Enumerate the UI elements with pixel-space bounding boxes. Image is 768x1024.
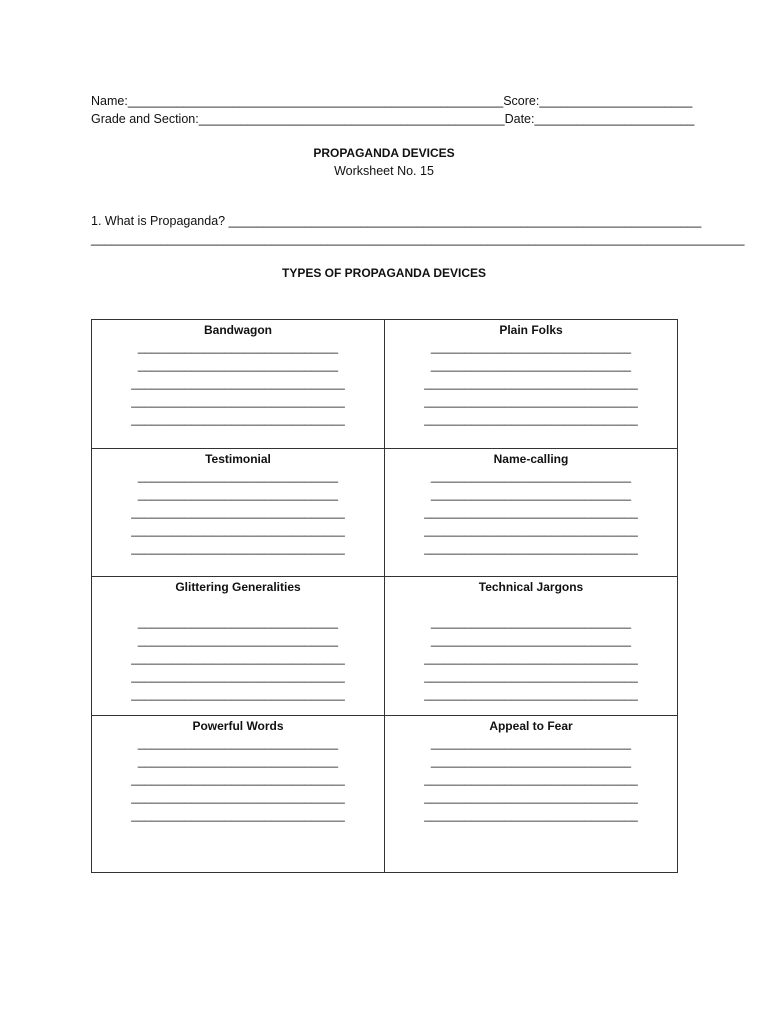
cell-title: Name-calling: [493, 452, 569, 466]
cell-title: Appeal to Fear: [489, 719, 573, 733]
answer-line: ________________________________: [424, 808, 638, 822]
answer-line: ________________________________: [424, 412, 638, 426]
cell-title: Plain Folks: [499, 323, 563, 337]
cell-title: Technical Jargons: [478, 580, 584, 594]
answer-line: ______________________________: [430, 633, 632, 647]
cell-glittering-generalities: [92, 577, 385, 716]
table-row: [92, 449, 678, 577]
cell-title: Powerful Words: [192, 719, 284, 733]
table-row: [92, 716, 678, 873]
cell-appeal-to-fear: [385, 716, 678, 873]
answer-line: ______________________________: [430, 487, 632, 501]
name-score-line: Name:______________________________________________________Score:______________________: [91, 94, 693, 108]
answer-line: ________________________________: [131, 376, 345, 390]
worksheet-title: PROPAGANDA DEVICES: [313, 146, 455, 160]
answer-line: ______________________________: [430, 615, 632, 629]
answer-blanks: [385, 734, 677, 824]
answer-line: ______________________________: [137, 754, 339, 768]
answer-blanks: [385, 467, 677, 557]
answer-line: ________________________________: [131, 412, 345, 426]
answer-line: ________________________________: [424, 523, 638, 537]
answer-line: ________________________________: [131, 505, 345, 519]
cell-title: Glittering Generalities: [175, 580, 301, 594]
answer-line: ________________________________: [424, 790, 638, 804]
cell-title: Bandwagon: [204, 323, 272, 337]
answer-line: ________________________________: [131, 790, 345, 804]
answer-line: ________________________________: [131, 523, 345, 537]
answer-line: ______________________________: [137, 633, 339, 647]
answer-line: ______________________________: [430, 469, 632, 483]
answer-line: ______________________________: [430, 358, 632, 372]
answer-blanks: [92, 613, 384, 703]
answer-line: ________________________________: [131, 808, 345, 822]
answer-blanks: [385, 613, 677, 703]
answer-line: ________________________________: [424, 394, 638, 408]
answer-line: ________________________________: [131, 669, 345, 683]
section-title: TYPES OF PROPAGANDA DEVICES: [281, 266, 487, 280]
table-row: [92, 320, 678, 449]
answer-line: ________________________________: [131, 651, 345, 665]
answer-line: ______________________________: [430, 736, 632, 750]
cell-powerful-words: [92, 716, 385, 873]
answer-line: ______________________________: [137, 358, 339, 372]
answer-blanks: [385, 338, 677, 428]
answer-line: ________________________________: [424, 651, 638, 665]
answer-line: ________________________________: [424, 505, 638, 519]
cell-technical-jargons: [385, 577, 678, 716]
answer-line: ________________________________: [424, 772, 638, 786]
answer-line: ______________________________: [137, 736, 339, 750]
propaganda-devices-table: [91, 319, 678, 873]
cell-plain-folks: [385, 320, 678, 449]
answer-line: ________________________________: [131, 541, 345, 555]
answer-line: ________________________________: [424, 541, 638, 555]
question-1: 1. What is Propaganda? ____________________________________________________________________: [91, 214, 702, 228]
answer-line: ______________________________: [137, 615, 339, 629]
cell-name-calling: [385, 449, 678, 577]
answer-line: ________________________________: [424, 687, 638, 701]
answer-blanks: [92, 467, 384, 557]
answer-line: ________________________________: [424, 376, 638, 390]
answer-line: ________________________________: [424, 669, 638, 683]
answer-blanks: [92, 734, 384, 824]
answer-blanks: [92, 338, 384, 428]
answer-line: ________________________________: [131, 772, 345, 786]
cell-testimonial: [92, 449, 385, 577]
answer-line: ______________________________: [137, 487, 339, 501]
question-1-answer-line: ______________________________________________________________________________________________: [91, 232, 745, 246]
answer-line: ______________________________: [137, 469, 339, 483]
worksheet-subtitle: Worksheet No. 15: [334, 164, 434, 178]
table-row: [92, 577, 678, 716]
answer-line: ______________________________: [137, 340, 339, 354]
answer-line: ______________________________: [430, 340, 632, 354]
cell-title: Testimonial: [205, 452, 271, 466]
answer-line: ______________________________: [430, 754, 632, 768]
answer-line: ________________________________: [131, 394, 345, 408]
grade-date-line: Grade and Section:____________________________________________Date:_______________________: [91, 112, 695, 126]
cell-bandwagon: [92, 320, 385, 449]
answer-line: ________________________________: [131, 687, 345, 701]
